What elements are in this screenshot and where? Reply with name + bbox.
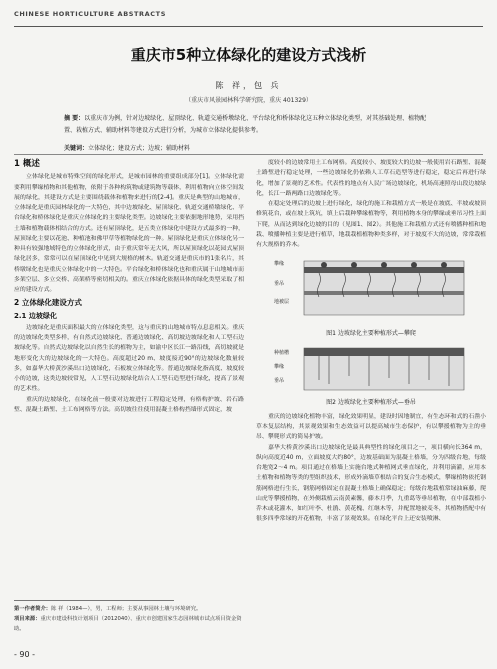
footnote-project-label: 项目来源：: [14, 616, 41, 622]
header-rule: [14, 26, 483, 27]
right-paragraph-3: 重庆的边坡绿化植物丰富，绿化效果明显，建设时因地制宜，有生态环和式的石凿小草本复层结构，其景观效果和生态效益可以提高城市生态保护，有以攀援植物为主的垂吊、攀爬形式的简易护坡。: [256, 413, 486, 441]
section-2-heading: 2 立体绿化建设方式: [14, 298, 82, 308]
figure-1: [256, 253, 486, 327]
footnote-project-text: 重庆市建设科技计划项目（2012040）、重庆市创建国家生态园林城市试点项目资金资助。: [14, 616, 242, 632]
journal-header: CHINESE HORTICULTURE ABSTRACTS: [14, 10, 166, 18]
section-rule: [14, 154, 483, 155]
figure-1-caption: 图1 边坡绿化主要种植形式—攀爬: [326, 330, 416, 338]
abstract: [64, 113, 433, 137]
keywords-text: 立体绿化；建设方式；边坡；辅助材料: [88, 145, 191, 152]
keywords: [64, 143, 433, 152]
figure-2-label-climb: 攀缘: [274, 363, 285, 370]
footnote-author-text: 陈 祥（1984—），男，工程师；主要从事园林土壤与环境研究。: [51, 606, 202, 612]
section-1-heading: 1 概述: [14, 159, 40, 169]
figure-1-label-climb: 攀缘: [274, 261, 285, 268]
section-2-1-paragraph-1: 边坡绿化是重庆面积最大的立体绿化类型，这与重庆的山地城市特点息息相关。重庆的边坡绿化类型多样，有自然式边坡绿化、普通边坡绿化、高切坡边坡绿化和人工型石边坡绿化等。自然式边坡绿化以自然生长的植物为主，如渝中区长江一路沿线，高切坡就是地形变化大的边坡绿化的一大特色。高度超过20 m、坡度接近90°的边坡绿化数量较多，如嘉华大桥黄沙溪出口边坡绿化，石板坡立体绿化等。普通边坡绿化指高度、坡度较小的边坡，这类边坡较常见，人工型石边坡绿化结合人工型石造型进行绿化，提高了景观的艺术性。: [14, 324, 244, 393]
right-paragraph-2: 在稳定处理后的边坡上进行绿化，绿化的施工和栽植方式一般是在坡底、半坡或坡顶修筑花台，或在坡上筑坑，填上后栽种攀缘植物等，利用植物本身的攀缘或垂吊习性上面下爬，从而达到绿化边坡的目的（见图1、图2）。其他施工和栽植方式还有喷播种植和地栽、喷播种植主要是进行植草，地栽栽植植物种类多样，对于坡度不大的边坡，常常栽植有大规格的乔木。: [256, 201, 486, 248]
figure-1-label-hang: 垂吊: [274, 281, 285, 288]
authors: 陈 祥，包 兵: [215, 81, 282, 90]
right-paragraph-1: 度较小的边坡常用土工布网格。高度较小、坡度较大的边坡一般使用岩石路堑、混凝土路堑进行稳定处理，一些边坡绿化仍依赖人工草石造型等进行稳定，稳定后再进行绿化，增加了景观的艺术性。代表性的地点有人民广场边坡绿化，机场高速照母山段边坡绿化，长江一路两路口边坡绿化等。: [256, 160, 486, 197]
footnote-rule: [14, 600, 174, 601]
section-1-text: 立体绿化是城市特殊空间的绿化形式，是城市园林的重要组成部分[1]。立体绿化需要利用攀缘植物和其他植物，依附于各种构筑物或建筑物等载体，利用植物向立体空间发展的绿化，其建设方式是主要围绕载体和植物来进行的[2-4]。重庆是典型的山地城市，立体绿化是重庆园林绿化的一大特色，其中边坡绿化、屋顶绿化、轨道交通桥墩绿化、平台绿化和桥体绿化是重庆立体绿化的主要绿化类型。边坡绿化主要依据地形地势，采用挡土墙和植物载体相结合的方式。还有屋顶绿化，是五类立体绿化中建设方式最多的一种，屋顶绿化主要以花池、种植池和佛甲草等植物绿化的一种。屋顶绿化是重庆立体绿化另一种具有较强地域特色的立体绿化形式，由于重庆常年无大风，所以屋顶绿化以花园式屋顶绿化居多，常常可以在屋顶绿化中见到大规格的树木。轨道交通是重庆市的1张名片，其桥墩绿化也是重庆立体绿化中的一大特色。平台绿化和桥体绿化也和重庆属于山地城市而多架空层、多立交桥、高架桥等密切相关的。重庆立体绿化依据具体的绿化类型采取了相应的建设方式。: [14, 174, 244, 293]
figure-2-caption: 图2 边坡绿化主要种植形式—垂吊: [326, 398, 416, 406]
figure-2-label-trough: 种植槽: [274, 349, 290, 356]
paper-title: 重庆市5种立体绿化的建设方式浅析: [130, 46, 367, 64]
left-column: [14, 158, 244, 415]
figure-1-label-ground: 地被层: [274, 299, 290, 306]
right-column: [256, 158, 486, 525]
section-2-1-paragraph-2: 重庆的边坡绿化，在绿化前一般要对边坡进行工程稳定处理，有格构护坡、岩石路堑、混凝土路堑、土工布网格等方法。高切坡往往使用混凝土格构挡墙形式固定，坡: [14, 396, 244, 413]
figure-2: [256, 344, 486, 396]
figure-2-label-hang: 垂吊: [274, 377, 285, 384]
page-number: - 90 -: [14, 650, 36, 659]
right-paragraph-4: 嘉华大桥黄沙溪出口边坡绿化是最具典型性的绿化项目之一，项目横向长364 m，纵向高度近40 m，立面坡度大约80°，边坡基础面为混凝土格墙，分为四级台地，每级台地宽2～4 m。项目通过在格墙上实施台地式种植网式垂直绿化，并利用滴灌，应用本土植物和植物等类的型组织技术，形成外滴墙草根结合的复合生态模式，攀缘植物依托钢筋网格进行生长，钢筋网格固定在混凝土格墙上确保稳定；每级台地栽植常绿油麻藤，爬山虎等攀援植物，在外侧栽植云南黄素馨，藤本月季，九重葛等垂吊植物，在中部栽植小乔木或花灌木，如红叶李、杜鹃、黄花槐、红继木等，并配置地被麦冬，其植物搭配中有很多四季常绿的开花植物，丰富了景观效果。在绿化平台上还安装喷淋、: [256, 444, 486, 523]
abstract-label: 摘 要：: [64, 115, 85, 122]
figure-1-diagram: [274, 253, 474, 325]
footnote: [14, 604, 244, 634]
footnote-author-label: 第一作者简介：: [14, 606, 52, 612]
affiliation: （重庆市风景园林科学研究院，重庆 401329）: [185, 97, 312, 104]
abstract-text: 以重庆市为例，针对边坡绿化、屋顶绿化、轨道交通桥墩绿化、平台绿化和桥体绿化这五种立体绿化类型，对其基础处理、植物配置、栽植方式、辅助材料等建设方式进行分析，为城市立体绿化提供参考。: [64, 115, 427, 134]
figure-2-diagram: [274, 344, 474, 394]
section-2-1-heading: 2.1 边坡绿化: [14, 311, 57, 320]
keywords-label: 关键词：: [64, 145, 89, 152]
